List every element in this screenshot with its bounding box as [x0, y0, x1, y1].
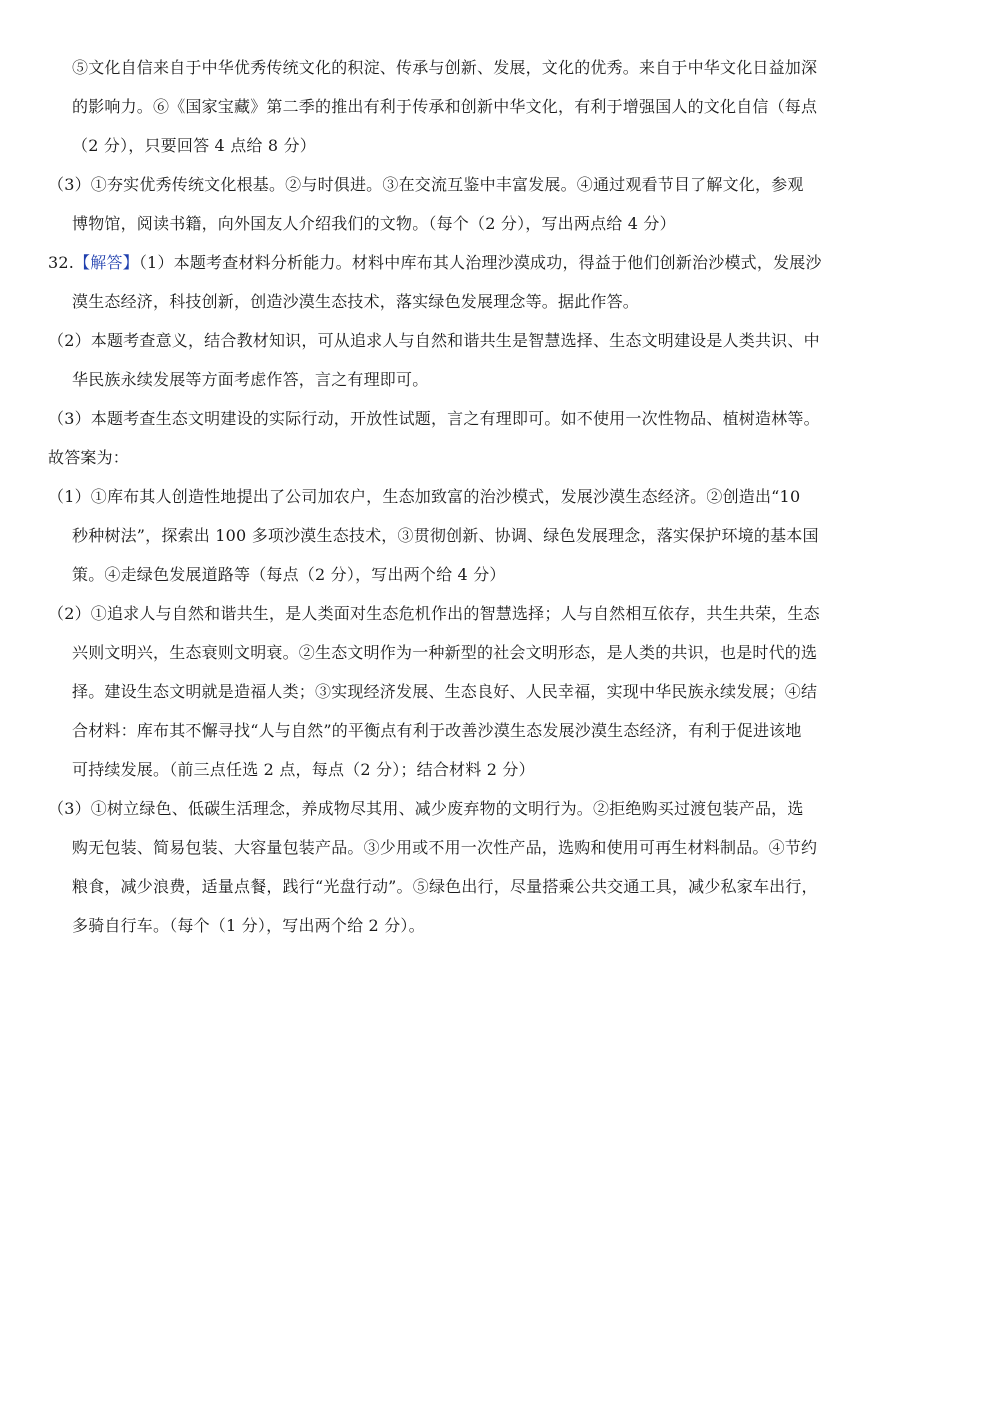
text-line: 多骑自行车。（每个（1 分），写出两个给 2 分）。 — [72, 916, 425, 935]
text-line: （2）本题考查意义，结合教材知识，可从追求人与自然和谐共生是智慧选择、生态文明建设是人类共识、中 — [48, 331, 820, 350]
text-line: （2 分），只要回答 4 点给 8 分） — [72, 136, 316, 155]
text-line: 择。建设生态文明就是造福人类；③实现经济发展、生态良好、人民幸福，实现中华民族永续发展；④结 — [72, 682, 818, 701]
question-32-heading — [48, 252, 822, 274]
text-line: 合材料：库布其不懈寻找“人与自然”的平衡点有利于改善沙漠生态发展沙漠生态经济，有利于促进该地 — [72, 721, 802, 740]
text-line: （3）①夯实优秀传统文化根基。②与时俱进。③在交流互鉴中丰富发展。④通过观看节目了解文化，参观 — [48, 175, 804, 194]
text-line: 策。④走绿色发展道路等（每点（2 分），写出两个给 4 分） — [72, 565, 506, 584]
question-number: 32. — [48, 253, 75, 272]
text-line: （1）①库布其人创造性地提出了公司加农户，生态加致富的治沙模式，发展沙漠生态经济。②创造出“10 — [48, 487, 801, 506]
text-line: 博物馆，阅读书籍，向外国友人介绍我们的文物。（每个（2 分），写出两点给 4 分） — [72, 214, 676, 233]
answer-tag: 【解答】 — [74, 253, 139, 272]
text-line: 故答案为： — [48, 448, 130, 467]
text-line: 的影响力。⑥《国家宝藏》第二季的推出有利于传承和创新中华文化，有利于增强国人的文化自信（每点 — [72, 97, 818, 116]
text-line: （3）本题考查生态文明建设的实际行动，开放性试题，言之有理即可。如不使用一次性物品、植树造林等。 — [48, 409, 820, 428]
text-line: 华民族永续发展等方面考虑作答，言之有理即可。 — [72, 370, 429, 389]
text-line: 兴则文明兴，生态衰则文明衰。②生态文明作为一种新型的社会文明形态，是人类的共识，也是时代的选 — [72, 643, 818, 662]
text-line: 可持续发展。（前三点任选 2 点，每点（2 分）；结合材料 2 分） — [72, 760, 535, 779]
text-line: （2）①追求人与自然和谐共生，是人类面对生态危机作出的智慧选择；人与自然相互依存，共生共荣，生态 — [48, 604, 820, 623]
text-line: 漠生态经济，科技创新，创造沙漠生态技术，落实绿色发展理念等。据此作答。 — [72, 292, 640, 311]
text-line: 秒种树法”，探索出 100 多项沙漠生态技术，③贯彻创新、协调、绿色发展理念，落实保护环境的基本国 — [72, 526, 819, 545]
text-line: ⑤文化自信来自于中华优秀传统文化的积淀、传承与创新、发展，文化的优秀。来自于中华文化日益加深 — [72, 58, 818, 77]
question-32-text: （1）本题考查材料分析能力。材料中库布其人治理沙漠成功，得益于他们创新治沙模式，发展沙 — [138, 253, 822, 272]
text-line: 粮食，减少浪费，适量点餐，践行“光盘行动”。⑤绿色出行，尽量搭乘公共交通工具，减少私家车出行， — [72, 877, 818, 896]
text-line: （3）①树立绿色、低碳生活理念，养成物尽其用、减少废弃物的文明行为。②拒绝购买过渡包装产品，选 — [48, 799, 804, 818]
text-line: 购无包装、简易包装、大容量包装产品。③少用或不用一次性产品，选购和使用可再生材料制品。④节约 — [72, 838, 818, 857]
